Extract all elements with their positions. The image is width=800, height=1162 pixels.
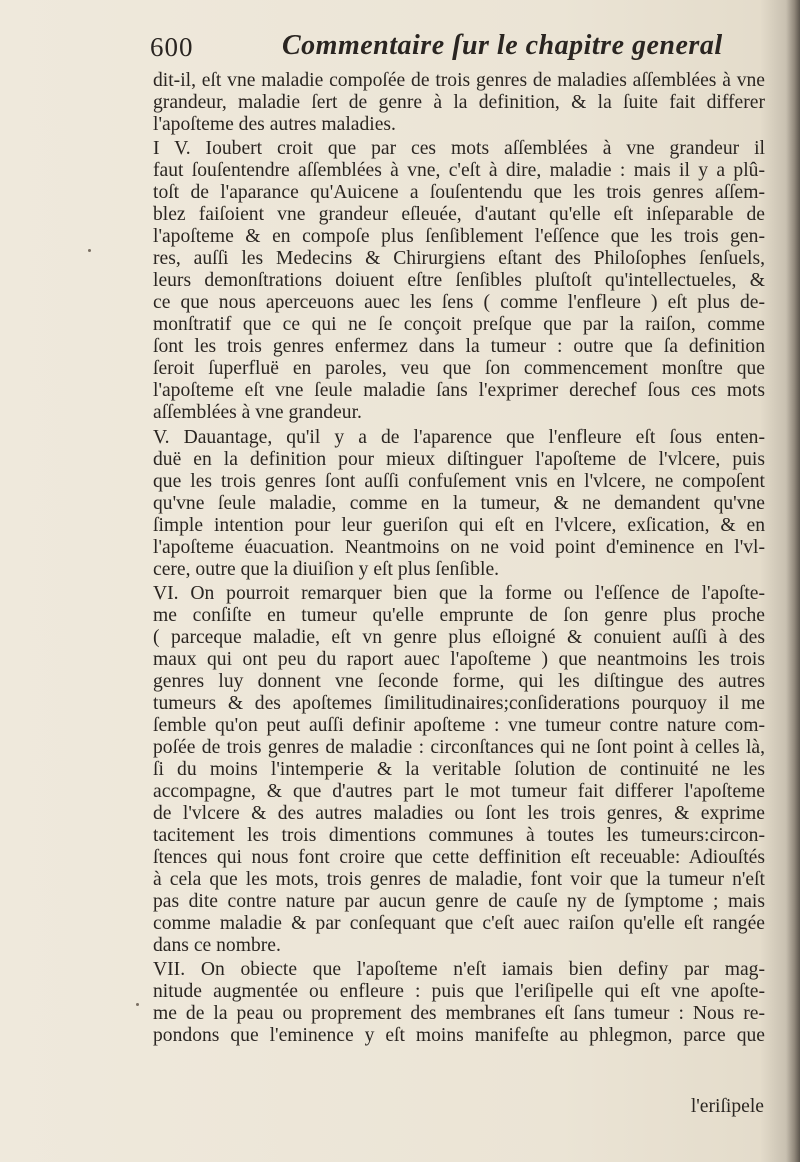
text-line: res, auſſi les Medecins & Chirurgiens eſtant des Philoſophes ſenſuels,	[153, 248, 765, 270]
text-line: à cela que les mots, trois genres de maladie, font voir que la tumeur n'eſt	[153, 868, 765, 890]
text-line: comme maladie & par conſequant que c'eſt auec raiſon qu'elle eſt rangée	[153, 912, 765, 934]
text-line: pas dite contre nature par aucun genre de cauſe ny de ſymptome ; mais	[153, 890, 765, 912]
text-line: tacitement les trois dimentions communes à toutes les tumeurs:circon-	[153, 824, 765, 846]
catchword: l'eriſipele	[690, 1096, 764, 1117]
running-title: Commentaire ſur le chapitre general	[282, 30, 723, 61]
text-line: nitude augmentée ou enfleure : puis que l'eriſipelle qui eſt vne apoſte-	[153, 981, 765, 1003]
text-line: accompagne, & que d'autres part le mot tumeur fait differer l'apoſteme	[153, 780, 765, 802]
text-line: ſont les trois genres enfermez dans la tumeur : outre que ſa definition	[153, 336, 765, 358]
text-line: me de la peau ou proprement des membranes eſt ſans tumeur : Nous re-	[153, 1003, 765, 1025]
text-line: que les trois genres ſont auſſi confuſement vnis en l'vlcere, ne compoſent	[153, 470, 765, 492]
running-head	[150, 28, 770, 68]
page-number: 600	[150, 32, 194, 62]
text-line: duë en la definition pour mieux diſtinguer l'apoſteme de l'vlcere, puis	[153, 448, 765, 470]
text-line: genres luy donnent vne ſeconde forme, qui les diſtingue des autres	[153, 670, 765, 692]
text-line: l'apoſteme des autres maladies.	[153, 114, 396, 135]
text-line: ſi du moins l'intemperie & la veritable ſolution de continuité ne les	[153, 758, 765, 780]
text-line: ce que nous aperceuons auec les ſens ( comme l'enfleure ) eſt plus de-	[153, 292, 765, 314]
page-gutter-shadow	[786, 0, 800, 1162]
text-line: aſſemblées à vne grandeur.	[153, 402, 362, 424]
text-line: V. Dauantage, qu'il y a de l'aparence que l'enfleure eſt ſous enten-	[153, 426, 765, 448]
text-line: monſtratif que ce qui ne ſe conçoit preſque que par la raiſon, comme	[153, 314, 765, 336]
text-line: poſée de trois genres de maladie : circonſtances qui ne ſont point à celles là,	[153, 736, 765, 758]
text-line: qu'vne ſeule maladie, comme en la tumeur, & ne demandent qu'vne	[153, 492, 765, 514]
margin-speck	[88, 249, 91, 252]
text-line: faut ſouſentendre aſſemblées à vne, c'eſt à dire, maladie : mais il y a plû-	[153, 160, 765, 182]
text-line: VI. On pourroit remarquer bien que la forme ou l'eſſence de l'apoſte-	[153, 582, 765, 604]
text-line: ſeroit ſuperfluë en paroles, veu que ſon commencement monſtre que	[153, 358, 765, 380]
text-line: pondons que l'eminence y eſt moins manifeſte au phlegmon, parce que	[153, 1025, 765, 1047]
text-line: I V. Ioubert croit que par ces mots aſſemblées à vne grandeur il	[153, 138, 765, 160]
text-line: toſt de l'aparance qu'Auicene a ſouſentendu que les trois genres aſſem-	[153, 182, 765, 204]
text-line: dans ce nombre.	[153, 934, 281, 956]
text-line: de l'vlcere & des autres maladies ou ſont les trois genres, & exprime	[153, 802, 765, 824]
body-text	[153, 70, 765, 1047]
text-line: ( parceque maladie, eſt vn genre plus eſloigné & conuient auſſi à des	[153, 626, 765, 648]
text-line: ſtences qui nous font croire que cette deffinition eſt receuable: Adiouſtés	[153, 846, 765, 868]
text-line: VII. On obiecte que l'apoſteme n'eſt iamais bien definy par mag-	[153, 959, 765, 981]
text-line: ſimple intention pour leur gueriſon qui eſt en l'vlcere, exſication, & en	[153, 514, 765, 536]
text-line: tumeurs & des apoſtemes ſimilitudinaires;conſiderations pourquoy il me	[153, 692, 765, 714]
text-line: l'apoſteme eſt vne ſeule maladie ſans l'exprimer derechef ſous ces mots	[153, 380, 765, 402]
text-line: me conſiſte en tumeur qu'elle emprunte de ſon genre plus proche	[153, 604, 765, 626]
text-line: leurs demonſtrations doiuent eſtre ſenſibles pluſtoſt qu'intellectueles, &	[153, 270, 765, 292]
text-line: blez faiſoient vne grandeur eſleuée, d'autant qu'elle eſt inſeparable de	[153, 204, 765, 226]
text-line: ſemble qu'on peut auſſi definir apoſteme : vne tumeur contre nature com-	[153, 714, 765, 736]
margin-speck	[136, 1003, 139, 1006]
text-line: grandeur, maladie ſert de genre à la definition, & la ſuite fait differer	[153, 92, 765, 113]
text-line: dit-il, eſt vne maladie compoſée de trois genres de maladies aſſemblées à vne	[153, 70, 765, 91]
text-line: l'apoſteme & en compoſe plus ſenſiblement l'eſſence que les trois gen-	[153, 226, 765, 248]
text-line: cere, outre que la diuiſion y eſt plus ſenſible.	[153, 558, 500, 580]
text-line: maux qui ont peu du raport auec l'apoſteme ) que neantmoins les trois	[153, 648, 765, 670]
text-line: l'apoſteme éuacuation. Neantmoins on ne void point d'eminence en l'vl-	[153, 536, 765, 558]
